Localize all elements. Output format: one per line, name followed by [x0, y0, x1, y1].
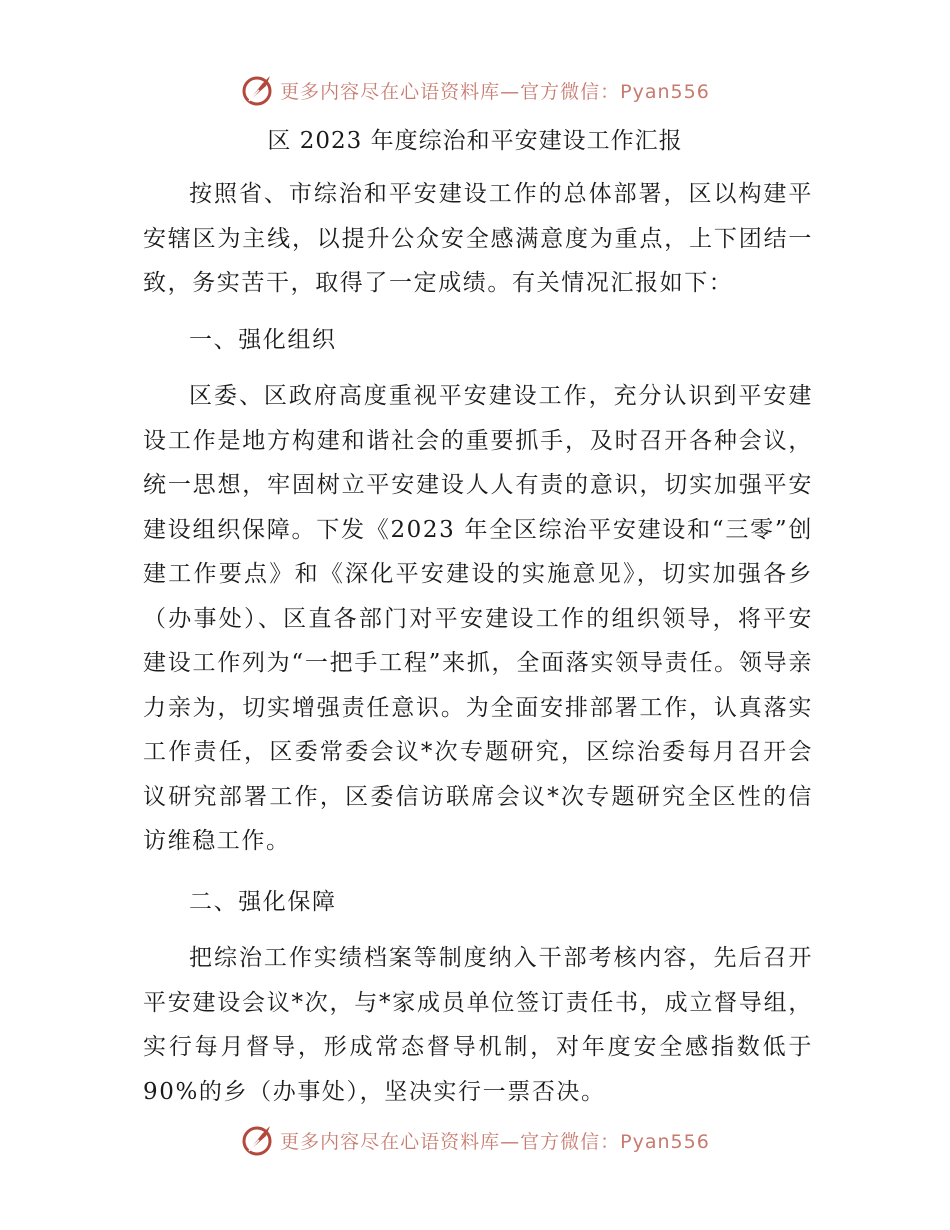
section-paragraph: 区委、区政府高度重视平安建设工作，充分认识到平安建设工作是地方构建和谐社会的重要抓手，及时召开各种会议，统一思想，牢固树立平安建设人人有责的意识，切实加强平安建设组织保障。下发《2023 年全区综治平安建设和“三零”创建工作要点》和《深化平安建设的实施意见》，切实加强各乡（办事处）、区直各部门对平安建设工作的组织领导，将平安建设工作列为“一把手工程”来抓，全面落实领导责任。领导亲力亲为，切实增强责任意识。为全面安排部署工作，认真落实工作责任，区委常委会议*次专题研究，区综治委每月召开会议研究部署工作，区委信访联席会议*次专题研究全区性的信访维稳工作。: [143, 383, 813, 854]
section-heading: 二、强化保障: [189, 888, 337, 915]
banner-text: 更多内容尽在心语资料库—官方微信：Pyan556: [280, 80, 710, 103]
footer-banner: [0, 1120, 950, 1160]
quill-logo-icon: [240, 72, 276, 108]
section-heading: 一、强化组织: [189, 326, 337, 353]
section-paragraph: 把综治工作实绩档案等制度纳入干部考核内容，先后召开平安建设会议*次，与*家成员单位签订责任书，成立督导组，实行每月督导，形成常态督导机制，对年度安全感指数低于90%的乡（办事处），坚决实行一票否决。: [143, 945, 813, 1105]
quill-logo-icon: [240, 1122, 276, 1158]
document-body: [143, 172, 813, 1114]
banner-text: 更多内容尽在心语资料库—官方微信：Pyan556: [280, 1130, 710, 1153]
document-title: 区 2023 年度综治和平安建设工作汇报: [267, 128, 683, 154]
header-banner: [0, 70, 950, 110]
intro-paragraph: 按照省、市综治和平安建设工作的总体部署，区以构建平安辖区为主线，以提升公众安全感满意度为重点，上下团结一致，务实苦干，取得了一定成绩。有关情况汇报如下：: [143, 181, 813, 296]
